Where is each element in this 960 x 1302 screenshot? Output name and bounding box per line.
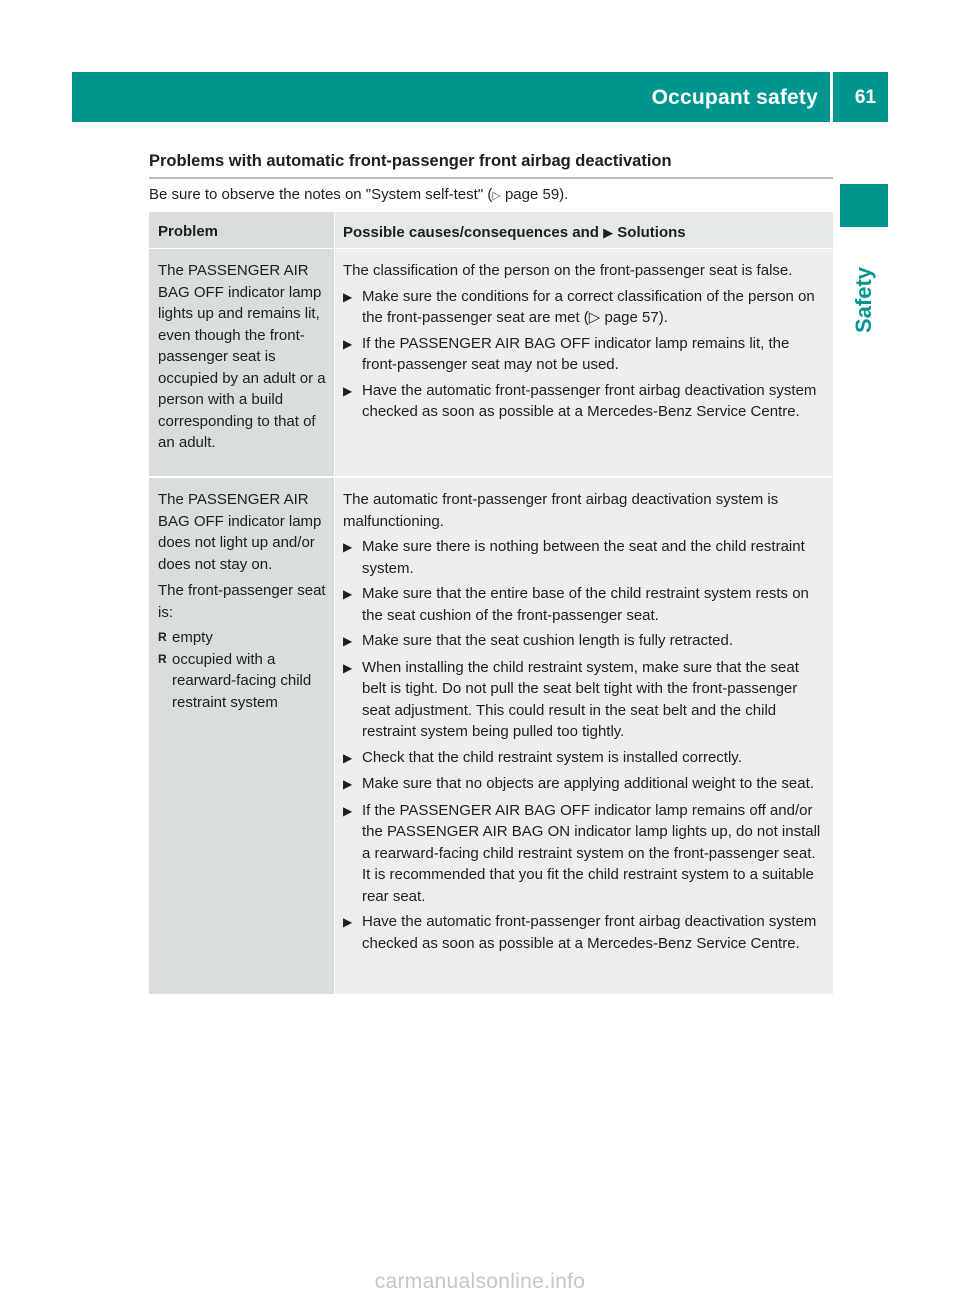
page-header-bar: [72, 72, 888, 122]
solution-step: [343, 380, 827, 423]
intro-text-end: page 59).: [500, 186, 569, 203]
list-item-text: empty: [172, 629, 213, 646]
solution-steps: [343, 286, 827, 423]
list-item: [158, 649, 329, 714]
solution-steps: [343, 536, 827, 954]
solution-step-text: Make sure there is nothing between the seat and the child restraint system.: [362, 538, 805, 577]
action-arrow-icon: ▶: [343, 750, 353, 765]
problem-text: The PASSENGER AIR BAG OFF indicator lamp does not light up and/or does not stay on.: [158, 491, 322, 573]
column-header-problem: Problem: [149, 212, 334, 248]
solution-step-text: Check that the child restraint system is installed correctly.: [362, 748, 742, 766]
solution-step-text: Make sure that the entire base of the child restraint system rests on the seat cushion of the front-passenger seat.: [362, 585, 809, 624]
solution-step: [343, 657, 827, 743]
action-arrow-icon: ▶: [343, 777, 353, 791]
troubleshooting-table: [149, 212, 833, 994]
solution-step-text: When installing the child restraint system, make sure that the seat belt is tight. Do not pull the seat belt tight with the front-passenger seat adjustment. This could result in the seat belt and the child restraint system being pulled too tightly.: [362, 658, 799, 740]
action-arrow-icon: ▶: [343, 634, 353, 648]
table-row: [149, 478, 833, 994]
table-header-row: [149, 212, 833, 249]
solution-step: [343, 773, 827, 796]
page-number: 61: [854, 87, 876, 108]
solution-step: [343, 747, 827, 770]
intro-text-start: Be sure to observe the notes on "System self-test" (: [149, 186, 493, 203]
action-arrow-icon: ▶: [603, 225, 614, 240]
action-arrow-icon: ▶: [343, 803, 353, 818]
list-item: [158, 627, 329, 649]
solution-step-text: Make sure that the seat cushion length is fully retracted.: [362, 632, 734, 649]
bullet-icon: R: [158, 630, 167, 644]
bullet-icon: R: [158, 651, 167, 666]
column-header-solutions-suffix: Solutions: [613, 224, 686, 241]
column-header-solutions-text: Possible causes/consequences and: [343, 224, 604, 241]
section-title: Problems with automatic front-passenger front airbag deactivation: [149, 152, 672, 170]
side-tab-label: Safety: [851, 266, 876, 334]
solution-step-text: Have the automatic front-passenger front airbag deactivation system checked as soon as possible at a Mercedes-Benz Service Centre.: [362, 913, 817, 952]
solution-cell: [335, 249, 833, 476]
solution-step-text: Have the automatic front-passenger front airbag deactivation system checked as soon as possible at a Mercedes-Benz Service Centre.: [362, 381, 817, 420]
watermark: carmanualsonline.info: [374, 1270, 586, 1293]
action-arrow-icon: ▶: [343, 383, 353, 398]
action-arrow-icon: ▶: [343, 336, 353, 351]
action-arrow-icon: ▶: [343, 540, 353, 554]
solution-step: [343, 536, 827, 579]
solution-step: [343, 286, 827, 329]
chapter-title: Occupant safety: [651, 86, 818, 109]
solution-step: [343, 800, 827, 908]
table-row: [149, 249, 833, 478]
action-arrow-icon: ▶: [343, 587, 353, 601]
page-pointer-icon: ▷: [492, 190, 501, 202]
cause-text: The classification of the person on the front-passenger seat is false.: [343, 262, 793, 279]
solution-step: [343, 911, 827, 954]
cause-text: The automatic front-passenger front airbag deactivation system is malfunctioning.: [343, 491, 779, 530]
section-title-rule: [149, 177, 833, 179]
problem-cell: [149, 249, 334, 476]
intro-text: [149, 186, 568, 203]
problem-note: The front-passenger seat is:: [158, 582, 326, 621]
action-arrow-icon: ▶: [343, 915, 353, 929]
solution-step: [343, 333, 827, 376]
header-divider: [830, 72, 833, 122]
action-arrow-icon: ▶: [343, 289, 353, 304]
action-arrow-icon: ▶: [343, 660, 353, 675]
side-tab-marker: [840, 184, 888, 227]
solution-step-text: Make sure the conditions for a correct classification of the person on the front-passenger seat are met (▷ page 57).: [362, 287, 815, 326]
solution-cell: [335, 478, 833, 994]
problem-cell: [149, 478, 334, 994]
solution-step-text: If the PASSENGER AIR BAG OFF indicator lamp remains lit, the front-passenger seat may not be used.: [362, 334, 790, 373]
problem-text: The PASSENGER AIR BAG OFF indicator lamp lights up and remains lit, even though the front-passenger seat is occupied by an adult or a person with a build corresponding to that of an adult.: [158, 262, 326, 451]
solution-step: [343, 583, 827, 626]
column-header-solutions: [335, 212, 833, 248]
list-item-text: occupied with a rearward-facing child restraint system: [172, 650, 312, 711]
solution-step: [343, 630, 827, 653]
problem-bullet-list: [158, 627, 329, 713]
solution-step-text: If the PASSENGER AIR BAG OFF indicator lamp remains off and/or the PASSENGER AIR BAG ON indicator lamp lights up, do not install a rearward-facing child restraint system on the front-passenger seat. It is recommended that you fit the child restraint system to a suitable rear seat.: [362, 801, 821, 905]
solution-step-text: Make sure that no objects are applying additional weight to the seat.: [362, 775, 814, 792]
